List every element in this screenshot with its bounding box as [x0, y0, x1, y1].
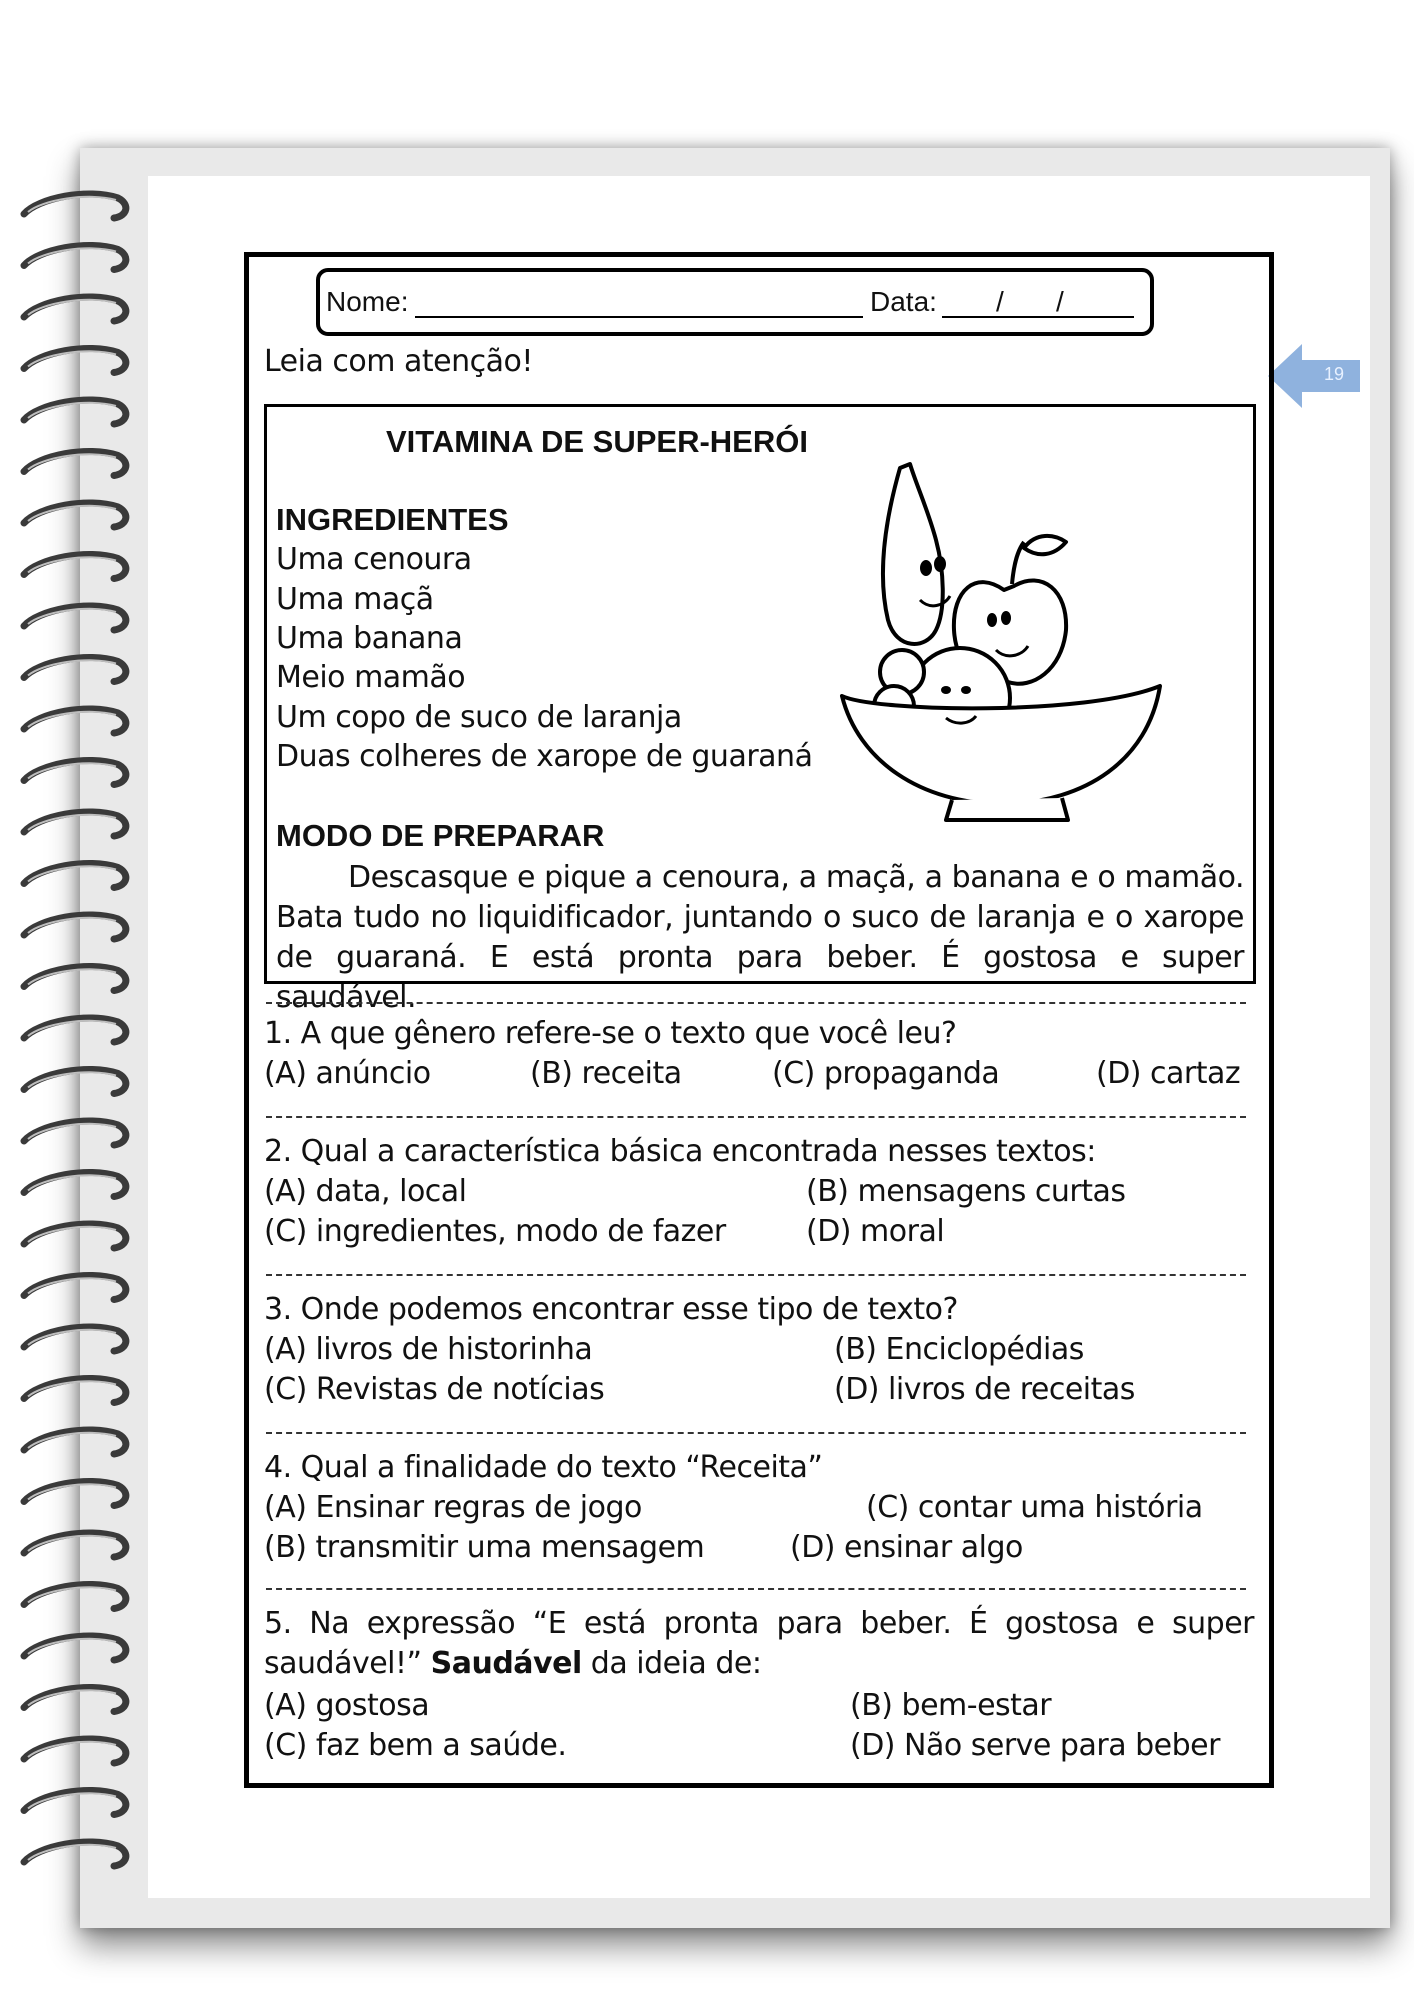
spiral-ring — [24, 400, 126, 424]
spiral-ring — [24, 1842, 126, 1866]
option-q2-d[interactable]: (D) moral — [806, 1214, 945, 1249]
spiral-ring — [24, 1430, 126, 1454]
option-q5-c[interactable]: (C) faz bem a saúde. — [264, 1728, 567, 1763]
option-q3-d[interactable]: (D) livros de receitas — [834, 1372, 1135, 1407]
ingredient-item: Duas colheres de xarope de guaraná — [276, 739, 813, 774]
spiral-ring — [24, 1018, 126, 1042]
name-label: Nome: — [326, 286, 409, 317]
spiral-ring — [24, 1327, 126, 1351]
spiral-ring — [24, 1224, 126, 1248]
date-separator: / — [1056, 286, 1064, 317]
spiral-ring — [24, 1533, 126, 1557]
option-q4-b[interactable]: (B) transmitir uma mensagem — [264, 1530, 705, 1565]
recipe-title: VITAMINA DE SUPER-HERÓI — [386, 424, 808, 459]
question-4: 4. Qual a finalidade do texto “Receita” — [264, 1450, 823, 1485]
method-text: Descasque e pique a cenoura, a maçã, a banana e o mamão. Bata tudo no liquidificador, juntando o suco de laranja e o xarope de guaraná. E está pronta para beber. É gostosa e super saudável. — [276, 860, 1244, 1015]
divider — [266, 1432, 1246, 1434]
ingredient-item: Um copo de suco de laranja — [276, 700, 682, 735]
spiral-ring — [24, 1584, 126, 1608]
method-heading: MODO DE PREPARAR — [276, 818, 605, 853]
spiral-ring — [24, 1636, 126, 1660]
option-q5-a[interactable]: (A) gostosa — [264, 1688, 430, 1723]
option-q2-c[interactable]: (C) ingredientes, modo de fazer — [264, 1214, 726, 1249]
page-number: 19 — [1323, 364, 1345, 384]
spiral-ring — [24, 1687, 126, 1711]
option-q1-c[interactable]: (C) propaganda — [772, 1056, 1000, 1091]
option-q4-c[interactable]: (C) contar uma história — [866, 1490, 1203, 1525]
ingredient-item: Uma cenoura — [276, 542, 472, 577]
spiral-ring — [24, 1790, 126, 1814]
question-3: 3. Onde podemos encontrar esse tipo de texto? — [264, 1292, 958, 1327]
option-q3-b[interactable]: (B) Enciclopédias — [834, 1332, 1084, 1367]
page-number-tab — [1268, 344, 1360, 408]
date-separator: / — [996, 286, 1004, 317]
name-date-box — [316, 268, 1154, 336]
option-q1-d[interactable]: (D) cartaz — [1096, 1056, 1241, 1091]
spiral-ring — [24, 863, 126, 887]
ingredient-item: Uma banana — [276, 621, 463, 656]
divider — [266, 1002, 1246, 1004]
spiral-ring — [24, 1739, 126, 1763]
date-field[interactable] — [942, 316, 1134, 318]
divider — [266, 1588, 1246, 1590]
spiral-ring — [24, 1275, 126, 1299]
name-field[interactable] — [415, 316, 863, 318]
option-q4-a[interactable]: (A) Ensinar regras de jogo — [264, 1490, 642, 1525]
option-q4-d[interactable]: (D) ensinar algo — [790, 1530, 1023, 1565]
divider — [266, 1116, 1246, 1118]
spiral-ring — [24, 915, 126, 939]
spiral-binding — [18, 180, 138, 1900]
spiral-ring — [24, 194, 126, 218]
question-5: 5. Na expressão “E está pronta para beber. É gostosa e super saudável!” Saudável da ideia de: — [264, 1606, 1254, 1681]
intro-text: Leia com atenção! — [264, 344, 533, 379]
spiral-ring — [24, 812, 126, 836]
spiral-ring — [24, 709, 126, 733]
spiral-ring — [24, 348, 126, 372]
question-5-emphasis: Saudável — [430, 1646, 582, 1681]
option-q1-b[interactable]: (B) receita — [530, 1056, 682, 1091]
spiral-ring — [24, 297, 126, 321]
spiral-ring — [24, 1172, 126, 1196]
spiral-ring — [24, 657, 126, 681]
spiral-ring — [24, 1481, 126, 1505]
spiral-ring — [24, 245, 126, 269]
spiral-ring — [24, 966, 126, 990]
option-q2-b[interactable]: (B) mensagens curtas — [806, 1174, 1126, 1209]
question-2: 2. Qual a característica básica encontrada nesses textos: — [264, 1134, 1096, 1169]
option-q3-c[interactable]: (C) Revistas de notícias — [264, 1372, 605, 1407]
spiral-ring — [24, 1069, 126, 1093]
option-q3-a[interactable]: (A) livros de historinha — [264, 1332, 593, 1367]
ingredients-heading: INGREDIENTES — [276, 502, 509, 537]
divider — [266, 1274, 1246, 1276]
spiral-ring — [24, 1378, 126, 1402]
spiral-ring — [24, 606, 126, 630]
option-q5-d[interactable]: (D) Não serve para beber — [850, 1728, 1220, 1763]
option-q1-a[interactable]: (A) anúncio — [264, 1056, 431, 1091]
spiral-ring — [24, 451, 126, 475]
option-q5-b[interactable]: (B) bem-estar — [850, 1688, 1052, 1723]
option-q2-a[interactable]: (A) data, local — [264, 1174, 467, 1209]
spiral-ring — [24, 760, 126, 784]
ingredient-item: Uma maçã — [276, 582, 434, 617]
question-1: 1. A que gênero refere-se o texto que você leu? — [264, 1016, 957, 1051]
date-label: Data: — [870, 286, 937, 317]
fruit-bowl-illustration — [836, 450, 1166, 830]
spiral-ring — [24, 1121, 126, 1145]
spiral-ring — [24, 554, 126, 578]
ingredient-item: Meio mamão — [276, 660, 466, 695]
spiral-ring — [24, 503, 126, 527]
